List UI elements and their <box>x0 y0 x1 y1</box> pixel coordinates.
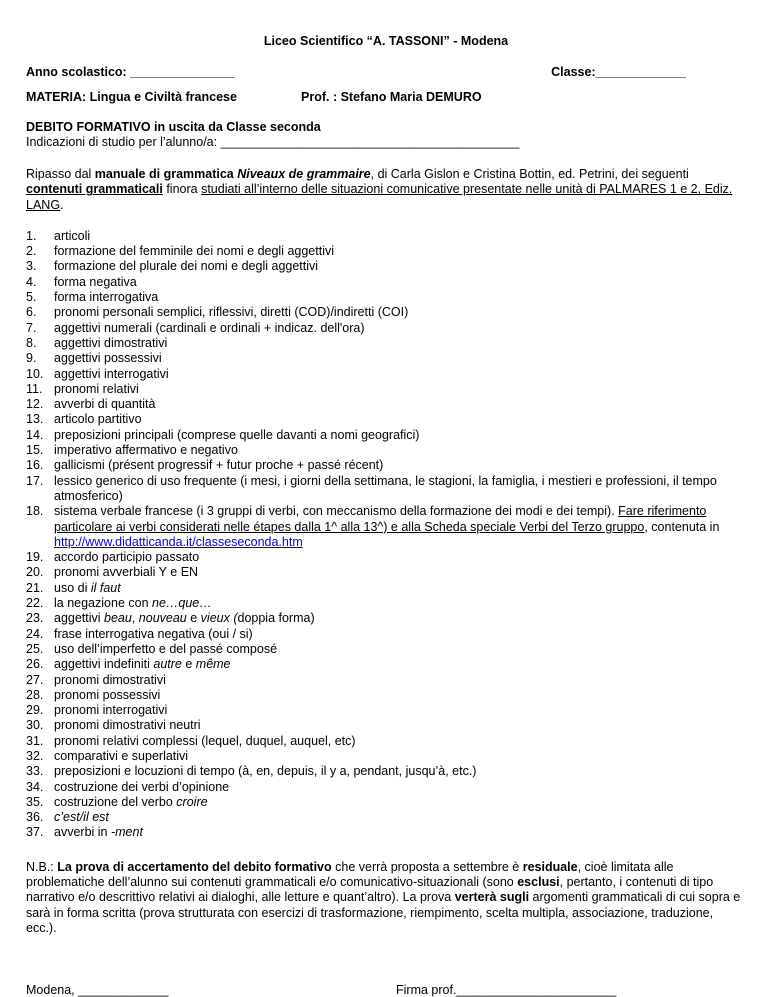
text-segment: comparativi e superlativi <box>54 748 189 763</box>
text-segment: pronomi relativi complessi (lequel, duquel, auquel, etc) <box>54 733 356 748</box>
list-item <box>26 229 746 244</box>
text-segment <box>54 657 746 672</box>
list-item <box>26 367 746 382</box>
anno-scolastico: Anno scolastico: _______________ <box>26 65 235 79</box>
text-segment: uso dell’imperfetto e del passé composé <box>54 641 278 656</box>
text-segment: 36. <box>26 810 44 825</box>
list-item <box>26 474 746 505</box>
text-segment: , contenuta in <box>644 519 720 534</box>
list-item <box>26 611 746 626</box>
firma-prof: Firma prof._______________________ <box>396 983 617 997</box>
text-segment: verterà sugli <box>454 890 530 905</box>
list-item <box>26 749 746 764</box>
text-segment: 10. <box>26 366 44 381</box>
text-segment: 21. <box>26 580 44 595</box>
list-item <box>26 581 746 596</box>
text-segment: 3. <box>26 259 37 274</box>
text-segment: beau <box>104 611 132 626</box>
professor: Prof. : Stefano Maria DEMURO <box>301 90 482 104</box>
text-segment: croire <box>176 794 208 809</box>
text-segment: forma interrogativa <box>54 290 159 305</box>
intro-contenuti: contenuti grammaticali <box>26 182 163 197</box>
indicazioni-line: Indicazioni di studio per l’alunno/a: ___________________________________________ <box>26 135 520 149</box>
list-item <box>26 382 746 397</box>
text-segment: 4. <box>26 274 37 289</box>
text-segment: 11. <box>26 381 43 396</box>
text-segment: 15. <box>26 443 44 458</box>
text-segment: 37. <box>26 825 44 840</box>
list-item <box>26 275 746 290</box>
text-segment: 34. <box>26 779 44 794</box>
text-segment: preposizioni e locuzioni di tempo (à, en, depuis, il y a, pendant, jusqu’à, etc.) <box>54 764 477 779</box>
text-segment: 31. <box>26 733 44 748</box>
list-item <box>26 718 746 733</box>
intro-text-2: , di Carla Gislon e Cristina Bottin, ed. Petrini, dei seguenti <box>370 167 689 181</box>
text-segment: 35. <box>26 794 44 809</box>
text-segment: formazione del femminile dei nomi e degli aggettivi <box>54 244 335 259</box>
text-segment <box>54 825 746 840</box>
list-item <box>26 336 746 351</box>
text-segment: argomenti grammaticali di cui sopra e sarà in forma scritta (prova strutturata con esercizi di trasformazione, riempimento, scelta multipla, associazione, traduzione, ecc.). <box>26 890 741 935</box>
classe: Classe:_____________ <box>551 65 686 79</box>
intro-text-1: Ripasso dal <box>26 167 95 181</box>
text-segment: il faut <box>90 580 121 595</box>
intro-text-3: finora <box>162 182 202 197</box>
text-segment: vieux ( <box>200 611 238 626</box>
text-segment <box>54 581 746 596</box>
list-item <box>26 290 746 305</box>
list-item <box>26 596 746 611</box>
list-item <box>26 734 746 749</box>
school-title: Liceo Scientifico “A. TASSONI” - Modena <box>263 34 509 48</box>
list-item <box>26 780 746 795</box>
topics-list <box>26 229 746 841</box>
text-segment: 25. <box>26 641 44 656</box>
text-segment: aggettivi numerali (cardinali e ordinali + indicaz. dell'ora) <box>54 320 365 335</box>
text-segment: avverbi in <box>54 825 111 840</box>
text-segment: 17. <box>26 473 44 488</box>
text-segment: forma negativa <box>54 274 137 289</box>
list-item <box>26 550 746 565</box>
text-segment: -ment <box>110 825 143 840</box>
text-segment: N.B.: <box>26 859 58 874</box>
text-segment: , pertanto, i contenuti di tipo narrativo e/o descrittivo relativi ai dialoghi, alle letture e quant’altro). La prova <box>26 875 714 905</box>
text-segment: imperativo affermativo e negativo <box>54 443 238 458</box>
list-item <box>26 764 746 779</box>
text-segment: aggettivi <box>54 611 105 626</box>
text-segment: pronomi possessivi <box>54 687 161 702</box>
text-segment: pronomi personali semplici, riflessivi, diretti (COD)/indiretti (COI) <box>54 305 409 320</box>
list-item <box>26 795 746 810</box>
text-segment: 24. <box>26 626 44 641</box>
list-item <box>26 428 746 443</box>
text-segment: la negazione con <box>54 596 152 611</box>
text-segment <box>54 795 746 810</box>
list-item <box>26 688 746 703</box>
text-segment: , <box>131 611 139 626</box>
text-segment: sistema verbale francese (i 3 gruppi di verbi, con meccanismo della formazione dei modi e dei tempi). <box>54 504 619 519</box>
text-segment: che verrà proposta a settembre è <box>331 859 523 874</box>
list-item <box>26 305 746 320</box>
list-item <box>26 825 746 840</box>
list-item <box>26 412 746 427</box>
text-segment: aggettivi indefiniti <box>54 657 154 672</box>
text-segment: 1. <box>26 228 37 243</box>
list-item <box>26 244 746 259</box>
text-segment: avverbi di quantità <box>54 397 156 412</box>
list-item <box>26 504 746 550</box>
footer-signature-row <box>26 983 746 997</box>
text-segment: frase interrogativa negativa (oui / si) <box>54 626 253 641</box>
text-segment: 2. <box>26 244 37 259</box>
text-segment: residuale <box>522 859 578 874</box>
text-segment: pronomi dimostrativi <box>54 672 166 687</box>
list-item <box>26 810 746 825</box>
text-segment: aggettivi interrogativi <box>54 366 169 381</box>
list-item <box>26 657 746 672</box>
text-segment: 18. <box>26 504 44 519</box>
text-segment: même <box>195 657 231 672</box>
text-segment: e <box>186 611 201 626</box>
text-segment: 19. <box>26 550 44 565</box>
list-item <box>26 351 746 366</box>
text-segment: 28. <box>26 687 44 702</box>
text-segment: formazione del plurale dei nomi e degli aggettivi <box>54 259 319 274</box>
text-segment: aggettivi possessivi <box>54 351 162 366</box>
list-item <box>26 397 746 412</box>
list-item <box>26 565 746 580</box>
text-segment: costruzione del verbo <box>54 794 177 809</box>
text-segment: lessico generico di uso frequente (i mesi, i giorni della settimana, le stagioni, la famiglia, i mestieri e professioni, il tempo atmosferico) <box>54 473 717 503</box>
text-segment: 8. <box>26 335 37 350</box>
intro-niveaux: Niveaux de grammaire <box>237 167 371 181</box>
materia-prof-row <box>26 90 746 104</box>
text-segment: pronomi relativi <box>54 381 139 396</box>
intro-text-4: . <box>60 197 64 212</box>
text-segment <box>54 810 746 825</box>
text-segment: 13. <box>26 412 44 427</box>
text-segment: Fare riferimento particolare ai verbi considerati nelle étapes dalla 1^ alla 13^) e alla Scheda speciale Verbi del Terzo gruppo <box>54 504 707 534</box>
text-segment: ne…que… <box>152 596 212 611</box>
text-segment: accordo participio passato <box>54 550 200 565</box>
intro-paragraph <box>26 167 746 213</box>
didatticanda-link[interactable]: http://www.didatticanda.it/classeseconda.htm <box>54 534 303 549</box>
text-segment: preposizioni principali (comprese quelle davanti a nomi geografici) <box>54 427 420 442</box>
list-item <box>26 259 746 274</box>
text-segment: 9. <box>26 351 37 366</box>
text-segment: 20. <box>26 565 44 580</box>
text-segment: articoli <box>54 228 91 243</box>
debito-title: DEBITO FORMATIVO in uscita da Classe seconda <box>26 120 321 134</box>
text-segment: 12. <box>26 397 44 412</box>
text-segment: La prova di accertamento del debito formativo <box>57 859 332 874</box>
list-item <box>26 673 746 688</box>
anno-classe-row <box>26 65 746 79</box>
list-item <box>26 627 746 642</box>
text-segment: 30. <box>26 718 44 733</box>
text-segment <box>54 611 746 626</box>
nb-paragraph <box>26 860 746 936</box>
text-segment: 26. <box>26 657 44 672</box>
text-segment: 7. <box>26 320 37 335</box>
text-segment: pronomi avverbiali Y e EN <box>54 565 199 580</box>
modena-date: Modena, _____________ <box>26 983 169 997</box>
intro-manuale: manuale di grammatica <box>94 167 238 181</box>
text-segment: doppia forma) <box>237 611 315 626</box>
text-segment: autre <box>153 657 182 672</box>
list-item <box>26 703 746 718</box>
text-segment: 5. <box>26 290 37 305</box>
text-segment <box>54 596 746 611</box>
text-segment: 32. <box>26 748 44 763</box>
text-segment: pronomi dimostrativi neutri <box>54 718 201 733</box>
text-segment: esclusi <box>517 875 560 890</box>
text-segment: c’est/il est <box>54 810 109 825</box>
materia: MATERIA: Lingua e Civiltà francese <box>26 90 237 104</box>
text-segment: e <box>181 657 196 672</box>
text-segment: 6. <box>26 305 37 320</box>
text-segment: gallicismi (présent progressif + futur proche + passé récent) <box>54 458 384 473</box>
text-segment <box>54 504 746 550</box>
intro-studiati: studiati all’interno delle situazioni comunicative presentate nelle unità di PALMARES 1 e 2, Ediz. LANG <box>26 182 733 212</box>
list-item <box>26 443 746 458</box>
text-segment: 27. <box>26 672 44 687</box>
text-segment: 16. <box>26 458 44 473</box>
list-item <box>26 458 746 473</box>
text-segment: nouveau <box>138 611 187 626</box>
text-segment: aggettivi dimostrativi <box>54 335 168 350</box>
text-segment: 23. <box>26 611 44 626</box>
text-segment: , cioè limitata alle problematiche dell’alunno sui contenuti grammaticali e/o comunicativo-situazionali (sono <box>26 859 674 890</box>
text-segment: pronomi interrogativi <box>54 703 168 718</box>
text-segment: 22. <box>26 596 44 611</box>
text-segment: 33. <box>26 764 44 779</box>
text-segment: 29. <box>26 703 44 718</box>
text-segment: articolo partitivo <box>54 412 142 427</box>
text-segment: 14. <box>26 427 44 442</box>
list-item <box>26 642 746 657</box>
text-segment: uso di <box>54 580 91 595</box>
document-page <box>26 34 746 997</box>
list-item <box>26 321 746 336</box>
text-segment: costruzione dei verbi d’opinione <box>54 779 230 794</box>
